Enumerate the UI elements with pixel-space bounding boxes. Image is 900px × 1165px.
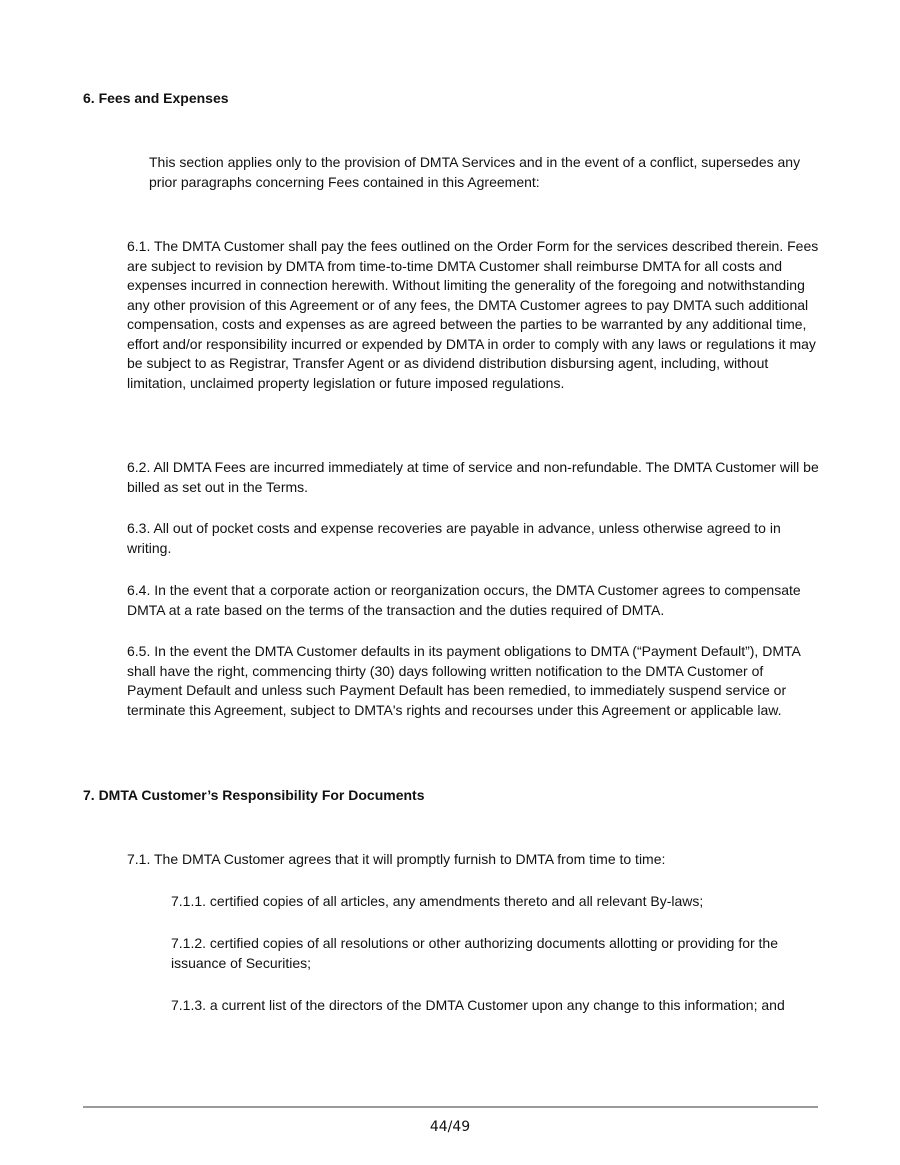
clause-6-4: 6.4. In the event that a corporate action or reorganization occurs, the DMTA Customer agrees to compensate DMTA at a rate based on the terms of the transaction and the duties required of DMTA. <box>127 582 801 618</box>
section-7-heading: 7. DMTA Customer’s Responsibility For Documents <box>83 787 425 803</box>
clause-7-1: 7.1. The DMTA Customer agrees that it will promptly furnish to DMTA from time to time: <box>127 851 666 867</box>
section-6-heading: 6. Fees and Expenses <box>83 90 229 106</box>
clause-6-1: 6.1. The DMTA Customer shall pay the fees outlined on the Order Form for the services described therein. Fees are subject to revision by DMTA from time-to-time DMTA Customer shall reimburse DMTA for all costs and expenses incurred in connection herewith. Without limiting the generality of the foregoing and notwithstanding any other provision of this Agreement or of any fees, the DMTA Customer agrees to pay DMTA such additional compensation, costs and expenses as are agreed between the parties to be warranted by any additional time, effort and/or responsibility incurred or expended by DMTA in order to comply with any laws or regulations it may be subject to as Registrar, Transfer Agent or as dividend distribution disbursing agent, including, without limitation, unclaimed property legislation or future imposed regulations. <box>127 238 819 391</box>
section-6-intro: This section applies only to the provision of DMTA Services and in the event of a conflict, supersedes any prior paragraphs concerning Fees contained in this Agreement: <box>149 154 801 190</box>
clause-6-2: 6.2. All DMTA Fees are incurred immediately at time of service and non-refundable. The DMTA Customer will be billed as set out in the Terms. <box>127 459 819 495</box>
clause-6-3: 6.3. All out of pocket costs and expense recoveries are payable in advance, unless otherwise agreed to in writing. <box>127 520 781 556</box>
clause-7-1-2: 7.1.2. certified copies of all resolutions or other authorizing documents allotting or providing for the issuance of Securities; <box>171 935 779 971</box>
footer-divider <box>83 1106 818 1108</box>
clause-7-1-1: 7.1.1. certified copies of all articles, any amendments thereto and all relevant By-laws; <box>171 893 704 909</box>
clause-7-1-3: 7.1.3. a current list of the directors of the DMTA Customer upon any change to this information; and <box>171 997 785 1013</box>
page-number: 44/49 <box>429 1119 471 1135</box>
clause-6-5: 6.5. In the event the DMTA Customer defaults in its payment obligations to DMTA (“Payment Default”), DMTA shall have the right, commencing thirty (30) days following written notification to the DMTA Customer of Payment Default and unless such Payment Default has been remedied, to immediately suspend service or terminate this Agreement, subject to DMTA's rights and recourses under this Agreement or applicable law. <box>127 643 801 718</box>
